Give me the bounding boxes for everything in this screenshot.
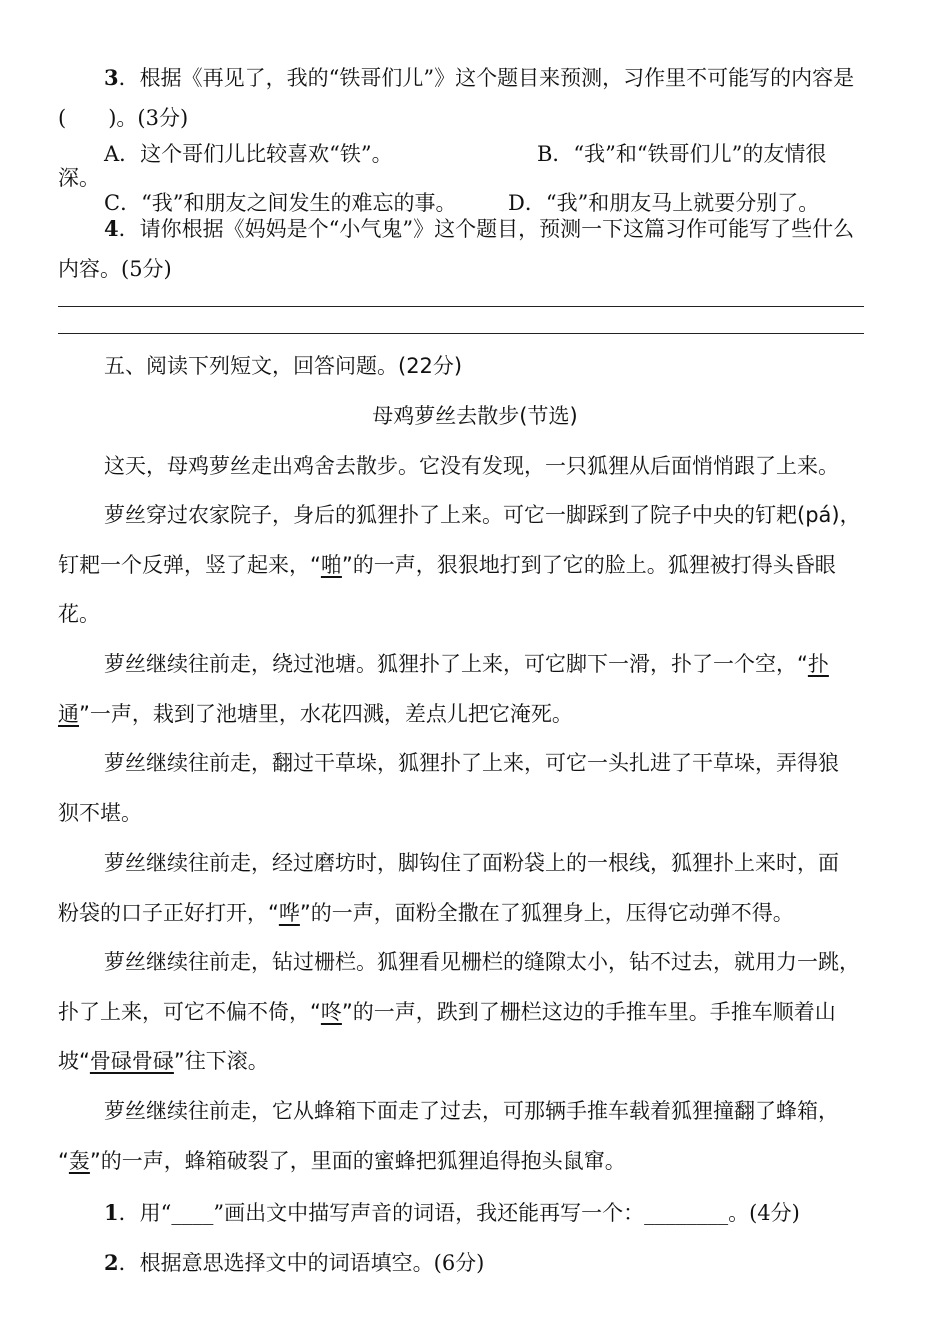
passage-p2-line3: 花。	[58, 602, 100, 626]
q3-option-c: C．“我”和朋友之间发生的难忘的事。	[104, 191, 457, 215]
q3-option-a: A．这个哥们儿比较喜欢“铁”。	[104, 142, 393, 166]
sound-word-putong-2: 通	[58, 702, 79, 726]
passage-title: 母鸡萝丝去散步(节选)	[372, 404, 578, 428]
passage-p3-line1: 萝丝继续往前走，绕过池塘。狐狸扑了上来，可它脚下一滑，扑了一个空，“扑	[104, 652, 829, 676]
passage-p7-line1: 萝丝继续往前走，它从蜂箱下面走了过去，可那辆手推车载着狐狸撞翻了蜂箱，	[104, 1099, 839, 1123]
passage-p4-line1: 萝丝继续往前走，翻过干草垛，狐狸扑了上来，可它一头扎进了干草垛，弄得狼	[104, 751, 839, 775]
q4-number: 4	[104, 216, 119, 241]
passage-p3-line2: 通”一声，栽到了池塘里，水花四溅，差点儿把它淹死。	[58, 702, 573, 726]
passage-p6-line1: 萝丝继续往前走，钻过栅栏。狐狸看见栅栏的缝隙太小，钻不过去，就用力一跳，	[104, 950, 860, 974]
passage-p6-line3: 坡“骨碌骨碌”往下滚。	[58, 1049, 269, 1073]
q3-stem-line2: ( )。(3分)	[58, 106, 189, 130]
answer-line-1[interactable]	[58, 306, 864, 307]
passage-p7-line2: “轰”的一声，蜂箱破裂了，里面的蜜蜂把狐狸追得抱头鼠窜。	[58, 1149, 626, 1173]
passage-p2-line2: 钉耙一个反弹，竖了起来，“啪”的一声，狠狠地打到了它的脸上。狐狸被打得头昏眼	[58, 553, 836, 577]
question-1: 1．用“____”画出文中描写声音的词语，我还能再写一个：________。(4分)	[104, 1200, 800, 1225]
passage-p1: 这天，母鸡萝丝走出鸡舍去散步。它没有发现，一只狐狸从后面悄悄跟了上来。	[104, 454, 839, 478]
question-2: 2．根据意思选择文中的词语填空。(6分)	[104, 1250, 485, 1275]
question-1-number: 1	[104, 1200, 119, 1225]
sound-word-gulu: 骨碌骨碌	[89, 1049, 174, 1073]
q4-stem-line1: 4．请你根据《妈妈是个“小气鬼”》这个题目，预测一下这篇习作可能写了些什么	[104, 216, 855, 241]
q3-option-b: B．“我”和“铁哥们儿”的友情很	[537, 142, 827, 166]
q3-option-d: D．“我”和朋友马上就要分别了。	[508, 191, 820, 215]
sound-word-hong: 轰	[68, 1149, 90, 1173]
passage-p2-line1: 萝丝穿过农家院子，身后的狐狸扑了上来。可它一脚踩到了院子中央的钉耙(pá)，	[104, 503, 861, 527]
answer-line-2[interactable]	[58, 333, 864, 334]
question-2-number: 2	[104, 1250, 119, 1275]
q3-stem-line1: 3．根据《再见了，我的“铁哥们儿”》这个题目来预测，习作里不可能写的内容是	[104, 65, 855, 90]
section-heading: 五、阅读下列短文，回答问题。(22分)	[104, 354, 463, 378]
passage-p6-line2: 扑了上来，可它不偏不倚，“咚”的一声，跌到了栅栏这边的手推车里。手推车顺着山	[58, 1000, 836, 1024]
q3-number: 3	[104, 65, 119, 90]
sound-word-hua: 哗	[278, 901, 300, 925]
q3-option-b-cont: 深。	[58, 166, 100, 190]
passage-p5-line1: 萝丝继续往前走，经过磨坊时，脚钩住了面粉袋上的一根线，狐狸扑上来时，面	[104, 851, 839, 875]
sound-word-putong-1: 扑	[807, 652, 829, 676]
passage-p4-line2: 狈不堪。	[58, 801, 142, 825]
q4-stem-line2: 内容。(5分)	[58, 257, 172, 281]
sound-word-pa: 啪	[320, 553, 342, 577]
passage-p5-line2: 粉袋的口子正好打开，“哗”的一声，面粉全撒在了狐狸身上，压得它动弹不得。	[58, 901, 794, 925]
sound-word-dong: 咚	[320, 1000, 342, 1024]
